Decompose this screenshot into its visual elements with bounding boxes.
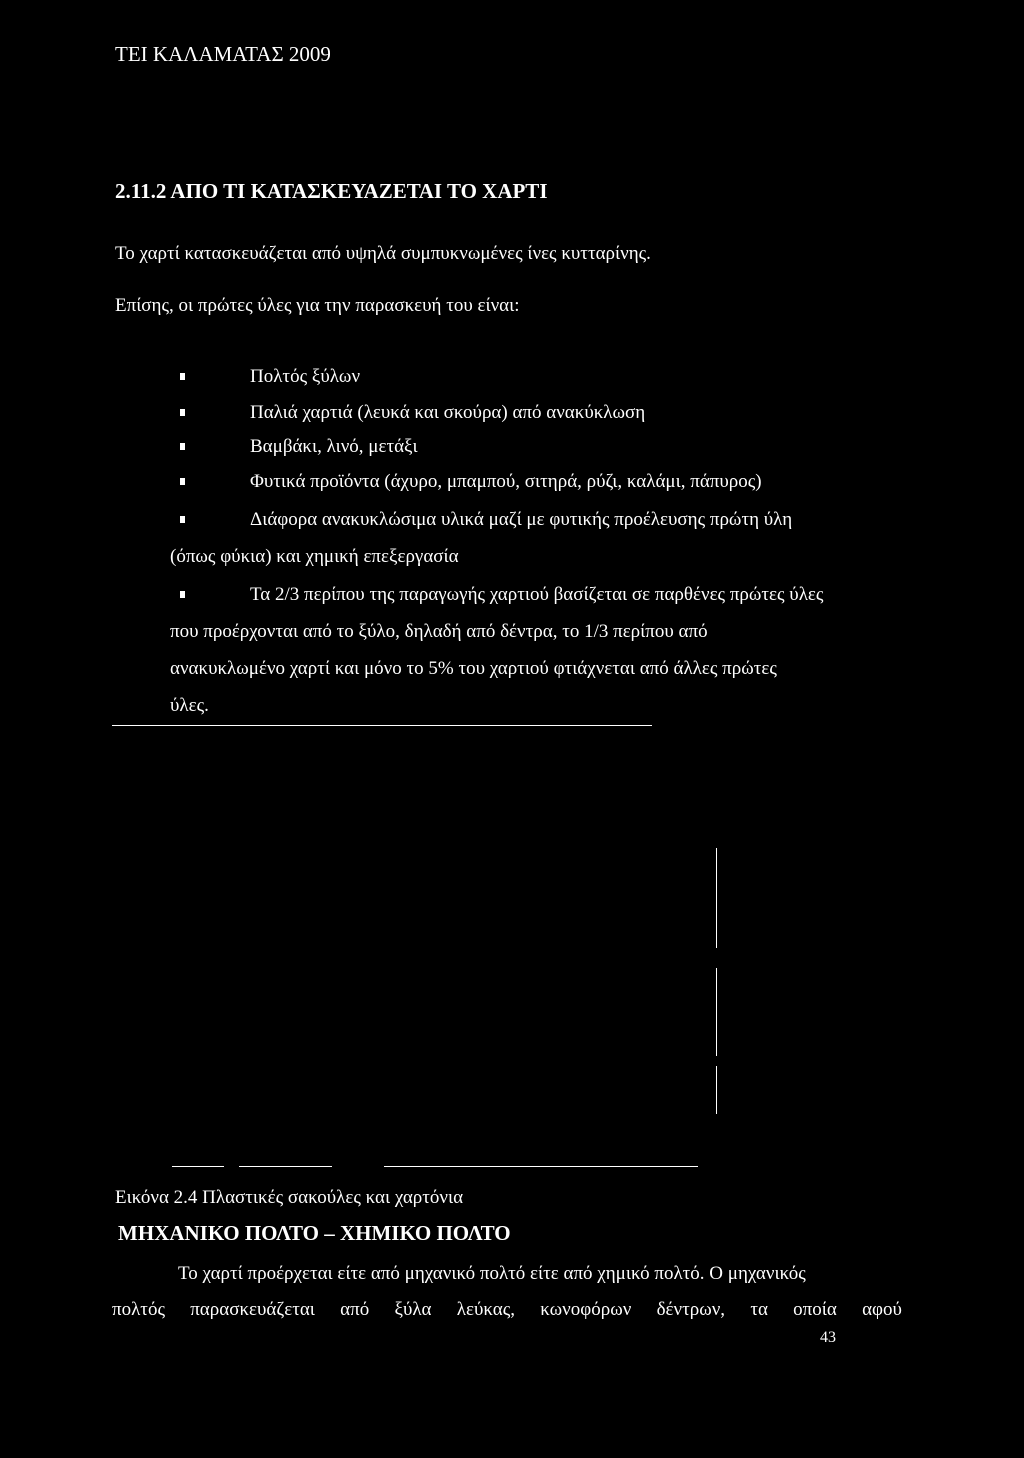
bullet-icon (180, 409, 185, 416)
list-item-line: Διάφορα ανακυκλώσιμα υλικά μαζί με φυτικής προέλευσης πρώτη ύλη (250, 509, 793, 530)
bullet-icon (180, 478, 185, 485)
figure-bottom-rule (239, 1166, 332, 1167)
word: από (340, 1299, 370, 1320)
bullet-icon (180, 443, 185, 450)
word: αφού (862, 1299, 902, 1320)
figure-top-rule (112, 725, 652, 726)
figure-bottom-rule (172, 1166, 224, 1167)
word: πολτός (112, 1299, 165, 1320)
bullet-icon (180, 373, 185, 380)
paragraph-line: Το χαρτί προέρχεται είτε από μηχανικό πολτό είτε από χημικό πολτό. Ο μηχανικός (178, 1263, 806, 1284)
bullet-icon (180, 591, 185, 598)
word: λεύκας, (456, 1299, 515, 1320)
list-item-line: (όπως φύκια) και χημική επεξεργασία (170, 546, 459, 567)
figure-bottom-rule (384, 1166, 698, 1167)
list-item: Βαμβάκι, λινό, μετάξι (250, 436, 418, 457)
figure-caption: Εικόνα 2.4 Πλαστικές σακούλες και χαρτόνια (115, 1187, 464, 1208)
list-item: Παλιά χαρτιά (λευκά και σκούρα) από ανακύκλωση (250, 402, 646, 423)
bullet-icon (180, 516, 185, 523)
word: παρασκευάζεται (190, 1299, 315, 1320)
section-title: 2.11.2 ΑΠΟ ΤΙ ΚΑΤΑΣΚΕΥΑΖΕΤΑΙ ΤΟ ΧΑΡΤΙ (115, 179, 548, 203)
page-header: ΤΕΙ ΚΑΛΑΜΑΤΑΣ 2009 (115, 42, 331, 66)
word: τα (750, 1299, 768, 1320)
list-item-line: Τα 2/3 περίπου της παραγωγής χαρτιού βασίζεται σε παρθένες πρώτες ύλες (250, 584, 824, 605)
word: δέντρων, (656, 1299, 726, 1320)
list-item: Πολτός ξύλων (250, 366, 361, 387)
figure-edge-line (716, 1066, 717, 1114)
list-item-line: ύλες. (170, 695, 209, 716)
figure-edge-line (716, 848, 717, 948)
word: οποία (793, 1299, 837, 1320)
word: κωνοφόρων (540, 1299, 632, 1320)
word: ξύλα (394, 1299, 432, 1320)
subsection-heading: ΜΗΧΑΝΙΚΟ ΠΟΛΤΟ – ΧΗΜΙΚΟ ΠΟΛΤΟ (118, 1221, 511, 1245)
list-item-line: ανακυκλωμένο χαρτί και μόνο το 5% του χαρτιού φτιάχνεται από άλλες πρώτες (170, 658, 777, 679)
intro-line-1: Το χαρτί κατασκευάζεται από υψηλά συμπυκνωμένες ίνες κυτταρίνης. (115, 243, 651, 264)
list-item-line: που προέρχονται από το ξύλο, δηλαδή από δέντρα, το 1/3 περίπου από (170, 621, 708, 642)
list-item: Φυτικά προϊόντα (άχυρο, μπαμπού, σιτηρά, ρύζι, καλάμι, πάπυρος) (250, 471, 762, 492)
figure-edge-line (716, 968, 717, 1056)
paragraph-line (112, 1300, 902, 1319)
intro-line-2: Επίσης, οι πρώτες ύλες για την παρασκευή του είναι: (115, 295, 520, 316)
page-number: 43 (820, 1329, 836, 1346)
